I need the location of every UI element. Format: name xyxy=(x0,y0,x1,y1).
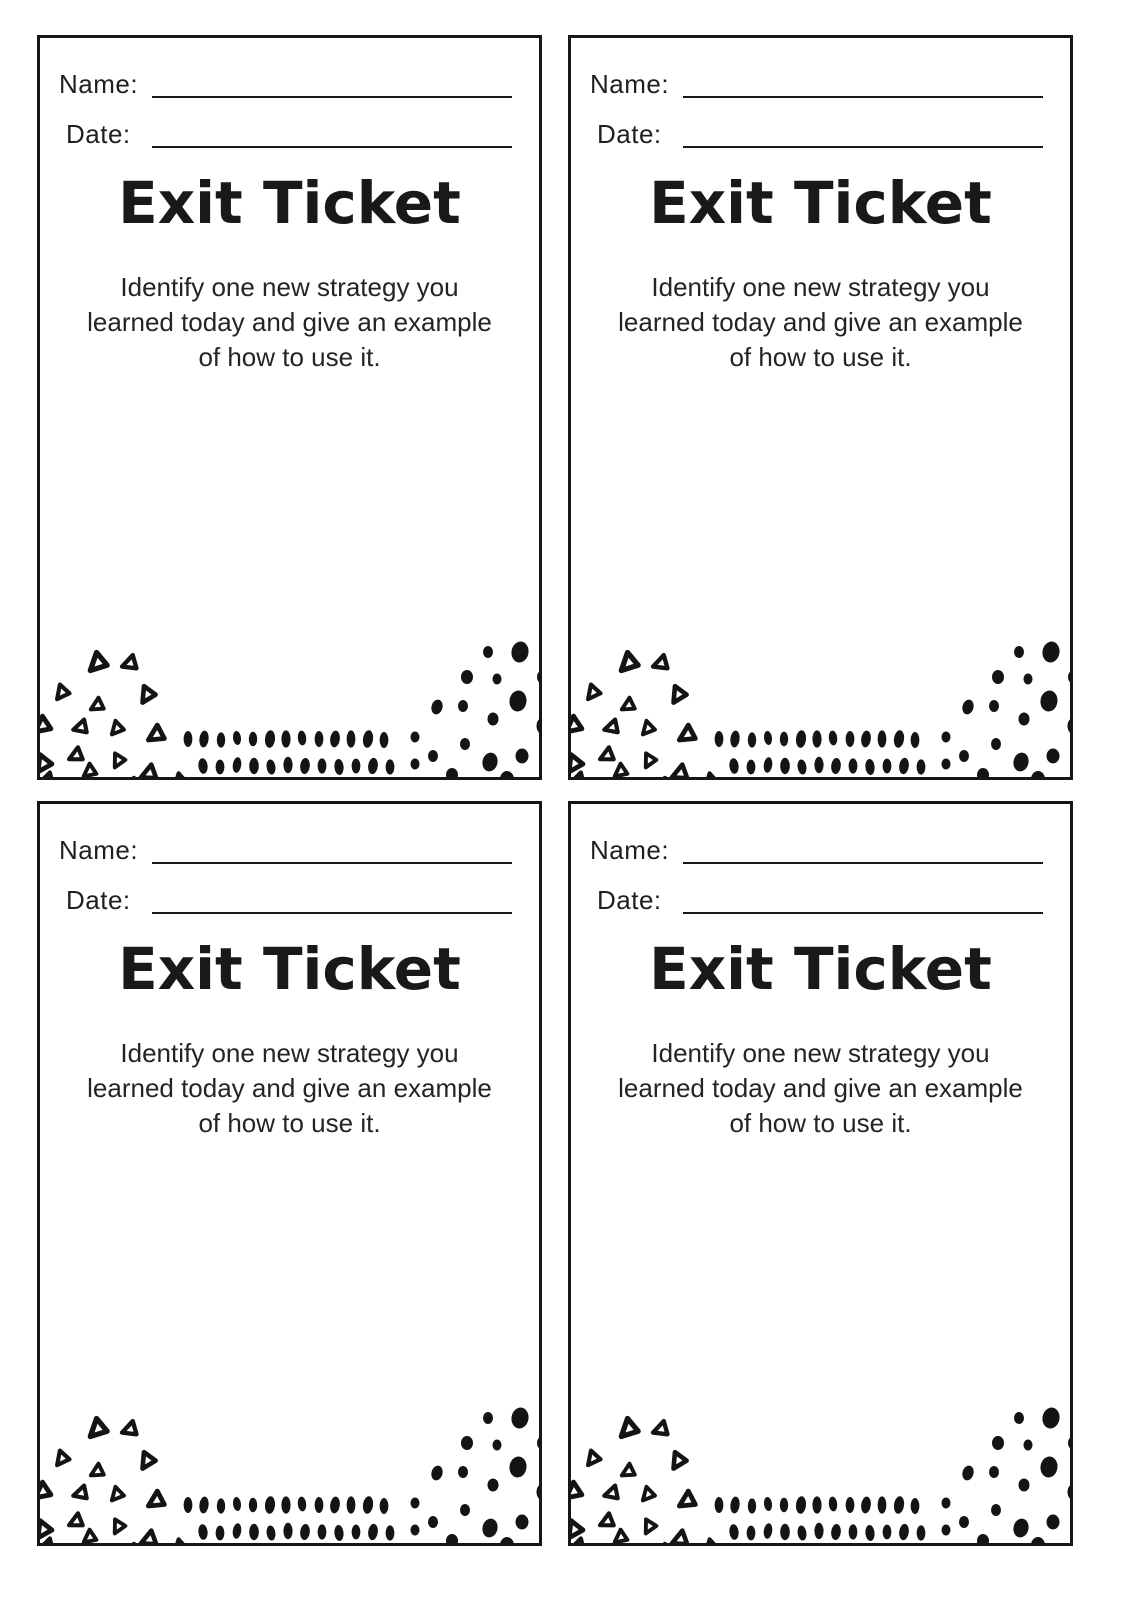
date-input-line[interactable] xyxy=(683,146,1043,148)
exit-ticket-card xyxy=(568,801,1073,1546)
doodle-decoration xyxy=(571,1393,1070,1543)
prompt-line-2: learned today and give an example xyxy=(618,1073,1023,1103)
doodle-decoration xyxy=(571,627,1070,777)
dot-rows-icon xyxy=(715,1496,926,1542)
ticket-fields xyxy=(571,38,1070,150)
triangle-doodles-icon xyxy=(40,652,188,777)
name-label: Name: xyxy=(590,835,670,865)
dot-rows-icon xyxy=(184,1496,395,1542)
prompt-line-1: Identify one new strategy you xyxy=(120,272,459,302)
ticket-fields xyxy=(40,804,539,916)
prompt-line-2: learned today and give an example xyxy=(618,307,1023,337)
name-input-line[interactable] xyxy=(152,862,512,864)
ticket-title: Exit Ticket xyxy=(649,169,992,237)
ticket-fields xyxy=(571,804,1070,916)
name-row xyxy=(59,834,512,866)
exit-ticket-card xyxy=(568,35,1073,780)
date-label: Date: xyxy=(597,885,662,915)
name-input-line[interactable] xyxy=(152,96,512,98)
prompt-line-1: Identify one new strategy you xyxy=(651,272,990,302)
name-label: Name: xyxy=(590,69,670,99)
triangle-doodles-icon xyxy=(571,652,719,777)
date-row xyxy=(59,884,512,916)
date-row xyxy=(59,118,512,150)
exit-ticket-card xyxy=(37,801,542,1546)
dot-cluster-icon xyxy=(942,640,1071,777)
name-input-line[interactable] xyxy=(683,862,1043,864)
name-row xyxy=(59,68,512,100)
date-label: Date: xyxy=(66,119,131,149)
name-input-line[interactable] xyxy=(683,96,1043,98)
ticket-prompt xyxy=(591,270,1051,375)
prompt-line-3: of how to use it. xyxy=(729,1108,912,1138)
name-row xyxy=(590,834,1043,866)
name-row xyxy=(590,68,1043,100)
prompt-line-1: Identify one new strategy you xyxy=(651,1038,990,1068)
name-label: Name: xyxy=(59,69,139,99)
date-input-line[interactable] xyxy=(683,912,1043,914)
date-label: Date: xyxy=(597,119,662,149)
ticket-title: Exit Ticket xyxy=(118,169,461,237)
triangle-doodles-icon xyxy=(40,1418,188,1543)
prompt-line-2: learned today and give an example xyxy=(87,307,492,337)
dot-cluster-icon xyxy=(411,640,540,777)
prompt-line-3: of how to use it. xyxy=(198,1108,381,1138)
ticket-fields xyxy=(40,38,539,150)
dot-rows-icon xyxy=(715,730,926,776)
doodle-decoration xyxy=(40,627,539,777)
dot-cluster-icon xyxy=(411,1406,540,1543)
ticket-prompt xyxy=(60,270,520,375)
doodle-decoration xyxy=(40,1393,539,1543)
triangle-doodles-icon xyxy=(571,1418,719,1543)
date-label: Date: xyxy=(66,885,131,915)
ticket-prompt xyxy=(591,1036,1051,1141)
ticket-title: Exit Ticket xyxy=(649,935,992,1003)
prompt-line-3: of how to use it. xyxy=(198,342,381,372)
ticket-grid xyxy=(37,35,1131,1546)
dot-rows-icon xyxy=(184,730,395,776)
date-row xyxy=(590,118,1043,150)
date-input-line[interactable] xyxy=(152,146,512,148)
name-label: Name: xyxy=(59,835,139,865)
exit-ticket-card xyxy=(37,35,542,780)
date-input-line[interactable] xyxy=(152,912,512,914)
ticket-prompt xyxy=(60,1036,520,1141)
prompt-line-2: learned today and give an example xyxy=(87,1073,492,1103)
date-row xyxy=(590,884,1043,916)
ticket-title: Exit Ticket xyxy=(118,935,461,1003)
dot-cluster-icon xyxy=(942,1406,1071,1543)
prompt-line-1: Identify one new strategy you xyxy=(120,1038,459,1068)
prompt-line-3: of how to use it. xyxy=(729,342,912,372)
